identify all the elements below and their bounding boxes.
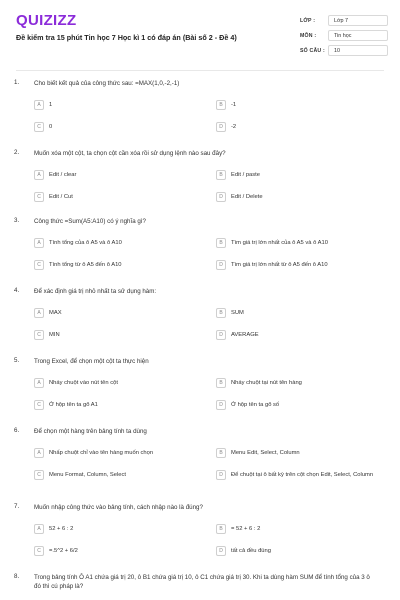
question-number: 1. (14, 79, 20, 86)
question-number: 4. (14, 287, 20, 294)
option-letter-box: B (216, 170, 226, 180)
option-text: Nháy chuột vào nút tên cột (49, 379, 118, 386)
option-text: MIN (49, 331, 60, 338)
option-letter-box: D (216, 122, 226, 132)
page-title: Đề kiểm tra 15 phút Tin học 7 Học kì 1 có đáp án (Bài số 2 - Đề 4) (16, 33, 237, 42)
option-text: Tìm giá trị lớn nhất của ô A5 và ô A10 (231, 239, 328, 246)
answer-option-d[interactable] (216, 400, 386, 410)
option-letter-box: B (216, 238, 226, 248)
option-text: = 52 + 6 : 2 (231, 525, 261, 532)
option-letter-box: B (216, 448, 226, 458)
question-number: 5. (14, 357, 20, 364)
option-letter-box: D (216, 260, 226, 270)
question-number: 6. (14, 427, 20, 434)
answer-option-d[interactable] (216, 546, 386, 556)
option-text: SUM (231, 309, 244, 316)
question-number: 7. (14, 503, 20, 510)
meta-row-question-count (300, 43, 388, 58)
answer-option-a[interactable] (34, 448, 204, 458)
question-text: Cho biết kết quả của công thức sau: =MAX(1,0,-2,-1) (34, 80, 180, 87)
meta-value-question-count: 10 (328, 45, 388, 56)
option-letter-box: D (216, 470, 226, 480)
option-letter-box: B (216, 378, 226, 388)
answer-option-d[interactable] (216, 470, 386, 480)
option-text: =.5^2 + 6/2 (49, 547, 78, 554)
option-text: Edit / Delete (231, 193, 263, 200)
question-text: Trong bảng tính Ô A1 chứa giá trị 20, ô B1 chứa giá trị 10, ô C1 chứa giá trị 30. Khi ta dùng hàm SUM để tính tổng của 3 ô đó thì cú pháp là? (34, 574, 370, 590)
option-text: -2 (231, 123, 237, 130)
option-text: 1 (49, 101, 53, 108)
option-letter-box: C (34, 400, 44, 410)
answer-option-d[interactable] (216, 330, 386, 340)
option-letter-box: A (34, 378, 44, 388)
answer-option-b[interactable] (216, 238, 386, 248)
meta-value-subject: Tin học (328, 30, 388, 41)
option-letter-box: D (216, 400, 226, 410)
option-text: -1 (231, 101, 237, 108)
option-text: Nháy chuột tại nút tên hàng (231, 379, 302, 386)
option-letter-box: B (216, 100, 226, 110)
meta-row-class (300, 13, 388, 28)
option-letter-box: C (34, 192, 44, 202)
option-text: AVERAGE (231, 331, 259, 338)
option-letter-box: C (34, 546, 44, 556)
answer-option-b[interactable] (216, 308, 386, 318)
option-text: Ở hộp tên ta gõ A1 (49, 401, 98, 408)
answer-option-c[interactable] (34, 546, 204, 556)
answer-option-a[interactable] (34, 170, 204, 180)
option-text: Menu Edit, Select, Column (231, 449, 300, 456)
answer-option-a[interactable] (34, 524, 204, 534)
option-letter-box: D (216, 192, 226, 202)
answer-option-b[interactable] (216, 170, 386, 180)
meta-label: SỐ CÂU : (300, 47, 325, 54)
option-letter-box: C (34, 260, 44, 270)
question-number: 2. (14, 149, 20, 156)
answer-option-d[interactable] (216, 192, 386, 202)
answer-option-b[interactable] (216, 448, 386, 458)
option-text: Nhấp chuột chỉ vào tên hàng muốn chọn (49, 449, 154, 456)
option-letter-box: A (34, 448, 44, 458)
option-letter-box: A (34, 524, 44, 534)
worksheet-header (0, 0, 400, 66)
answer-option-a[interactable] (34, 378, 204, 388)
option-letter-box: A (34, 100, 44, 110)
option-text: Tính tổng của ô A5 và ô A10 (49, 239, 122, 246)
answer-option-a[interactable] (34, 238, 204, 248)
question-text: Để chọn một hàng trên bảng tính ta dùng (34, 428, 147, 435)
option-text: Tìm giá trị lớn nhất từ ô A5 đến ô A10 (231, 261, 328, 268)
option-letter-box: C (34, 330, 44, 340)
option-text: 52 + 6 : 2 (49, 525, 74, 532)
question-text: Công thức =Sum(A5:A10) có ý nghĩa gì? (34, 218, 146, 225)
header-divider (16, 70, 384, 71)
answer-option-a[interactable] (34, 308, 204, 318)
question-number: 8. (14, 573, 20, 580)
option-letter-box: C (34, 122, 44, 132)
meta-row-subject (300, 28, 388, 43)
option-text: MAX (49, 309, 62, 316)
question-text: Trong Excel, để chọn một cột ta thực hiện (34, 358, 149, 365)
option-text: Edit / paste (231, 171, 261, 178)
option-letter-box: C (34, 470, 44, 480)
option-text: Edit / Cut (49, 193, 73, 200)
meta-value-class: Lớp 7 (328, 15, 388, 26)
question-text: Để xác định giá trị nhỏ nhất ta sử dụng hàm: (34, 288, 157, 295)
answer-option-c[interactable] (34, 400, 204, 410)
answer-option-d[interactable] (216, 260, 386, 270)
answer-option-c[interactable] (34, 122, 204, 132)
quizizz-logo: QUIZIZZ (16, 12, 77, 29)
answer-option-b[interactable] (216, 378, 386, 388)
answer-option-c[interactable] (34, 330, 204, 340)
option-letter-box: A (34, 238, 44, 248)
option-letter-box: A (34, 308, 44, 318)
answer-option-b[interactable] (216, 100, 386, 110)
option-text: Ở hộp tên ta gõ số (231, 401, 280, 408)
question-number: 3. (14, 217, 20, 224)
question-text: Muốn xóa một cột, ta chọn cột cần xóa rồi sử dụng lệnh nào sau đây? (34, 150, 226, 157)
option-letter-box: D (216, 546, 226, 556)
worksheet-meta (300, 13, 388, 58)
option-text: 0 (49, 123, 53, 130)
option-letter-box: B (216, 308, 226, 318)
answer-option-d[interactable] (216, 122, 386, 132)
answer-option-c[interactable] (34, 260, 204, 270)
question-text: Muốn nhập công thức vào bảng tính, cách nhập nào là đúng? (34, 504, 203, 511)
answer-option-b[interactable] (216, 524, 386, 534)
option-letter-box: B (216, 524, 226, 534)
option-text: tất cả đều đúng (231, 547, 271, 554)
option-text: Tính tổng từ ô A5 đến ô A10 (49, 261, 122, 268)
answer-option-c[interactable] (34, 470, 204, 480)
meta-label: MÔN : (300, 32, 317, 39)
option-text: Menu Format, Column, Select (49, 471, 126, 478)
option-text: Để chuột tại ô bất kỳ trên cột chọn Edit, Select, Column (231, 471, 374, 478)
option-text: Edit / clear (49, 171, 77, 178)
option-letter-box: A (34, 170, 44, 180)
answer-option-a[interactable] (34, 100, 204, 110)
option-letter-box: D (216, 330, 226, 340)
meta-label: LỚP : (300, 17, 316, 24)
answer-option-c[interactable] (34, 192, 204, 202)
